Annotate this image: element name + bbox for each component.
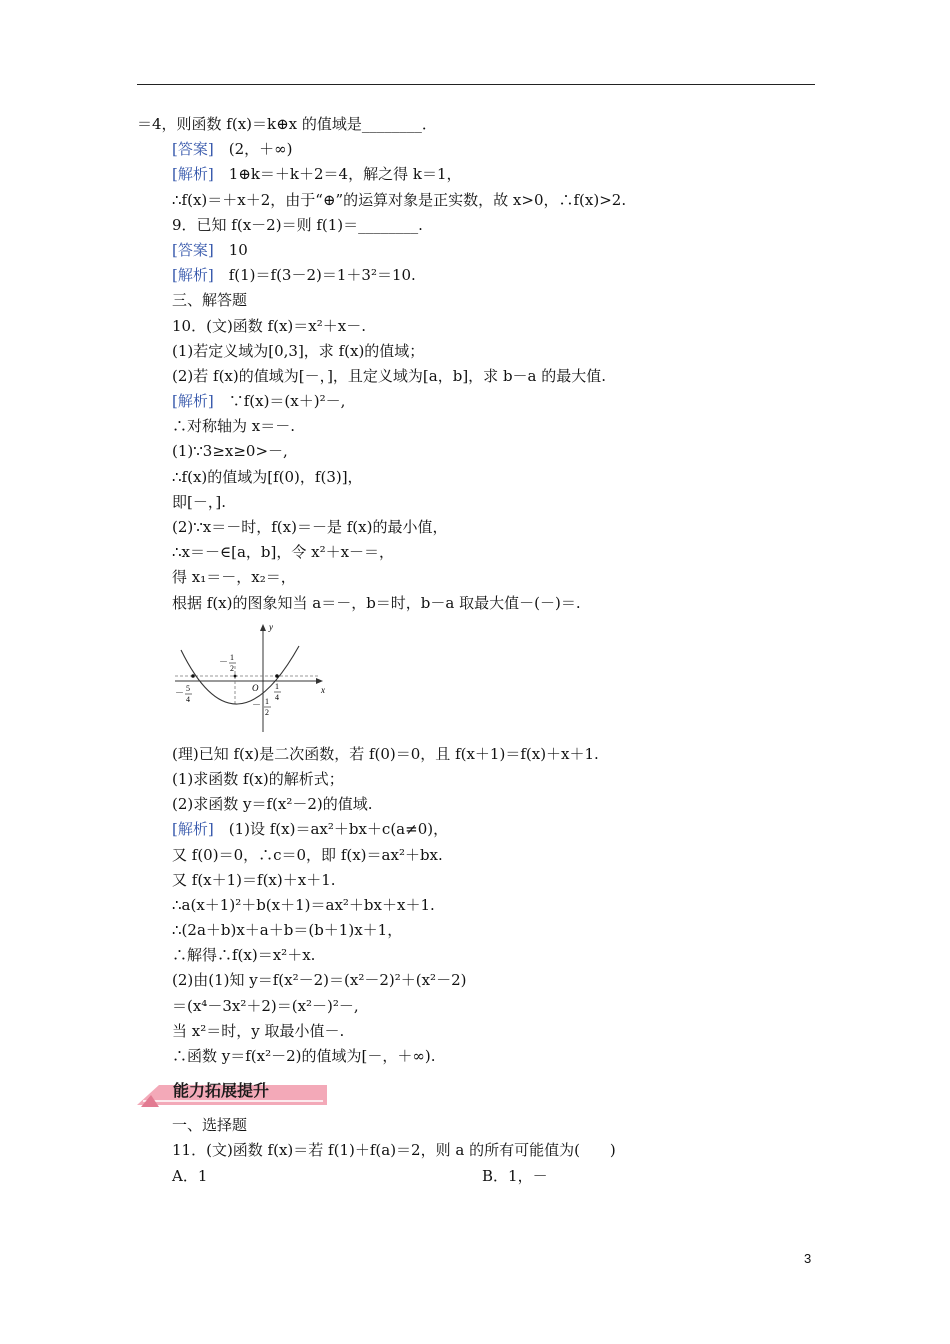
text-line bbox=[137, 591, 817, 616]
line-text: ∴对称轴为 x＝－. bbox=[172, 417, 295, 436]
label-top-num: 1 bbox=[230, 652, 234, 662]
line-text: (1)设 f(x)＝ax²＋bx＋c(a≠0)， bbox=[213, 820, 449, 839]
text-line bbox=[137, 515, 817, 540]
label-left-den: 4 bbox=[186, 694, 190, 704]
line-text: 9．已知 f(x－2)＝则 f(1)＝________. bbox=[172, 215, 423, 234]
option-b: B．1，－ bbox=[482, 1166, 548, 1185]
line-text: 11．(文)函数 f(x)＝若 f(1)＋f(a)＝2，则 a 的所有可能值为( ) bbox=[172, 1141, 616, 1160]
line-text: f(1)＝f(3－2)＝1＋3²＝10. bbox=[213, 266, 416, 285]
line-text: 又 f(0)＝0，∴c＝0，即 f(x)＝ax²＋bx. bbox=[172, 845, 443, 864]
text-line bbox=[137, 414, 817, 439]
text-line bbox=[137, 465, 817, 490]
answer-options bbox=[137, 1164, 817, 1189]
page-number: 3 bbox=[804, 1251, 812, 1266]
text-line bbox=[137, 767, 817, 792]
text-line bbox=[137, 742, 817, 767]
text-line bbox=[137, 1138, 817, 1163]
banner-title: 能力拓展提升 bbox=[173, 1081, 270, 1101]
graph-svg bbox=[171, 620, 341, 736]
origin-label: O bbox=[252, 682, 259, 693]
text-line bbox=[137, 213, 817, 238]
x-axis-arrow bbox=[316, 678, 323, 684]
point-right bbox=[275, 674, 279, 678]
line-text: ＝4，则函数 f(x)＝k⊕x 的值域是________． bbox=[137, 115, 437, 133]
text-line bbox=[137, 238, 817, 263]
line-text: (2，＋∞) bbox=[213, 140, 293, 159]
text-line bbox=[137, 817, 817, 842]
line-text: ＝(x⁴－3x²＋2)＝(x²－)²－, bbox=[172, 996, 359, 1015]
line-text: 一、选择题 bbox=[172, 1116, 248, 1135]
text-line bbox=[137, 918, 817, 943]
ability-banner bbox=[137, 1075, 817, 1109]
text-line bbox=[137, 565, 817, 590]
line-text: 当 x²＝时，y 取最小值－. bbox=[172, 1021, 345, 1040]
line-text: (2)由(1)知 y＝f(x²－2)＝(x²－2)²＋(x²－2) bbox=[172, 971, 467, 990]
text-line bbox=[137, 994, 817, 1019]
line-text: 1⊕k＝＋k＋2＝4，解之得 k＝1， bbox=[213, 165, 462, 184]
parabola-curve bbox=[181, 646, 299, 704]
line-text: ∴解得∴f(x)＝x²＋x. bbox=[172, 946, 316, 965]
line-text: (2)∵x＝－时，f(x)＝－是 f(x)的最小值， bbox=[172, 518, 448, 536]
header-rule bbox=[137, 84, 815, 85]
label-right-den: 4 bbox=[275, 692, 279, 702]
label-top-den: 2 bbox=[230, 663, 234, 673]
text-line bbox=[137, 968, 817, 993]
text-line bbox=[137, 540, 817, 565]
text-line bbox=[137, 868, 817, 893]
text-line bbox=[137, 1113, 817, 1138]
text-line bbox=[137, 137, 817, 162]
text-line bbox=[137, 439, 817, 464]
line-text: 即[－，]. bbox=[172, 492, 226, 511]
line-text: (2)求函数 y＝f(x²－2)的值域. bbox=[172, 795, 373, 814]
line-text: (1)求函数 f(x)的解析式； bbox=[172, 769, 344, 788]
y-axis-arrow bbox=[260, 624, 266, 631]
section-tag: [解析] bbox=[172, 165, 214, 184]
text-line bbox=[137, 314, 817, 339]
section-tag: [答案] bbox=[172, 240, 214, 259]
text-line bbox=[137, 792, 817, 817]
text-line bbox=[137, 288, 817, 313]
line-text: ∴f(x)＝＋x＋2，由于“⊕”的运算对象是正实数，故 x>0，∴f(x)>2. bbox=[172, 190, 627, 209]
text-line bbox=[137, 1019, 817, 1044]
label-right-num: 1 bbox=[275, 681, 279, 691]
line-text: 根据 f(x)的图象知当 a＝－，b＝时，b－a 取最大值－(－)＝. bbox=[172, 593, 581, 612]
line-text: 得 x₁＝－，x₂＝， bbox=[172, 568, 296, 587]
parabola-graph bbox=[137, 620, 817, 736]
banner-graphic bbox=[137, 1075, 337, 1109]
line-text: (1)若定义域为[0,3]，求 f(x)的值域； bbox=[172, 341, 425, 360]
point-left bbox=[191, 674, 195, 678]
text-line bbox=[137, 389, 817, 414]
label-bottom-den: 2 bbox=[265, 707, 269, 717]
label-bottom-minus: － bbox=[252, 699, 262, 710]
line-text: ∴a(x＋1)²＋b(x＋1)＝ax²＋bx＋x＋1. bbox=[172, 895, 435, 914]
section-tag: [解析] bbox=[172, 392, 214, 411]
line-text: ∵f(x)＝(x＋)²－, bbox=[213, 392, 346, 411]
y-axis-label: y bbox=[269, 621, 273, 632]
line-text: ∴(2a＋b)x＋a＋b＝(b＋1)x＋1， bbox=[172, 921, 403, 940]
line-text: ∴x＝－∈[a，b]，令 x²＋x－＝， bbox=[172, 543, 395, 562]
text-line bbox=[137, 943, 817, 968]
text-line bbox=[137, 263, 817, 288]
text-line bbox=[137, 1044, 817, 1069]
label-left-minus: － bbox=[175, 687, 185, 698]
line-text: (理)已知 f(x)是二次函数，若 f(0)＝0，且 f(x＋1)＝f(x)＋x＋1. bbox=[172, 744, 599, 763]
x-axis-label: x bbox=[321, 684, 325, 695]
option-a: A．1 bbox=[172, 1166, 208, 1185]
text-line bbox=[137, 112, 817, 137]
section-mid bbox=[137, 742, 817, 1069]
line-text: 三、解答题 bbox=[172, 291, 248, 310]
line-text: (1)∵3≥x≥0>－, bbox=[172, 442, 288, 461]
line-text: (2)若 f(x)的值域为[－，]，且定义域为[a，b]，求 b－a 的最大值. bbox=[172, 366, 607, 385]
section-tag: [答案] bbox=[172, 140, 214, 159]
text-line bbox=[137, 364, 817, 389]
text-line bbox=[137, 162, 817, 187]
line-text: 10．(文)函数 f(x)＝x²＋x－. bbox=[172, 316, 366, 335]
label-left-num: 5 bbox=[186, 683, 190, 693]
section-bottom bbox=[137, 1113, 817, 1163]
text-line bbox=[137, 339, 817, 364]
line-text: 10 bbox=[213, 240, 248, 259]
label-bottom-num: 1 bbox=[265, 696, 269, 706]
point-top bbox=[234, 674, 237, 677]
text-line bbox=[137, 843, 817, 868]
section-tag: [解析] bbox=[172, 266, 214, 285]
text-line bbox=[137, 188, 817, 213]
label-top-minus: － bbox=[219, 656, 229, 667]
line-text: ∴f(x)的值域为[f(0)，f(3)]， bbox=[172, 467, 363, 486]
text-line bbox=[137, 893, 817, 918]
section-tag: [解析] bbox=[172, 820, 214, 839]
text-line bbox=[137, 490, 817, 515]
section-top bbox=[137, 112, 817, 616]
line-text: ∴函数 y＝f(x²－2)的值域为[－，＋∞). bbox=[172, 1047, 436, 1065]
page-content bbox=[137, 112, 817, 1189]
line-text: 又 f(x＋1)＝f(x)＋x＋1. bbox=[172, 870, 336, 889]
